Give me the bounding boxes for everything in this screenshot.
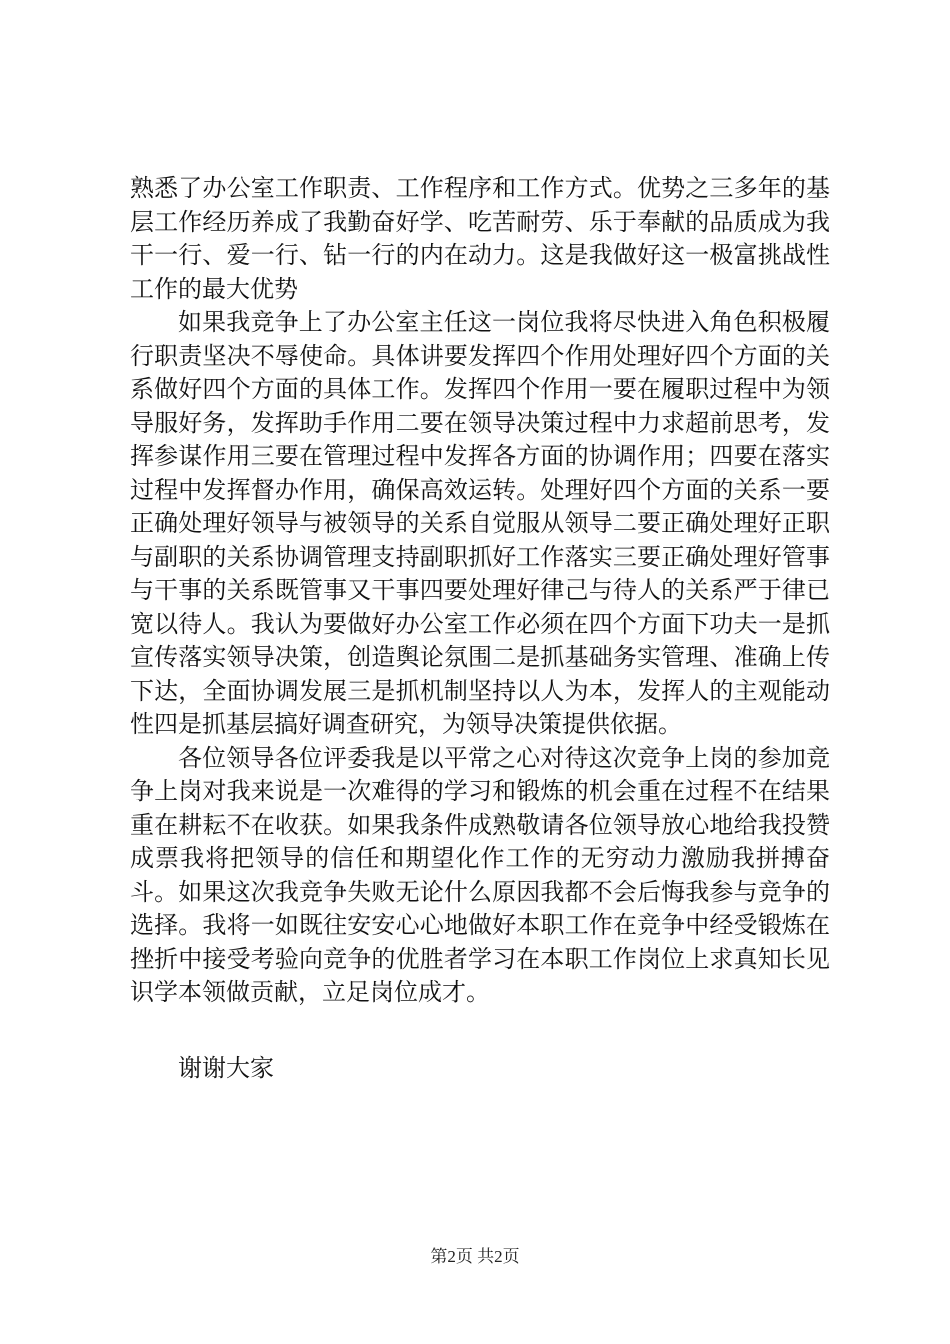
paragraph-1: 熟悉了办公室工作职责、工作程序和工作方式。优势之三多年的基层工作经历养成了我勤奋好学、吃苦耐劳、乐于奉献的品质成为我干一行、爱一行、钻一行的内在动力。这是我做好这一极富挑战性工作的最大优势 — [130, 174, 830, 303]
page-footer: 第2页 共2页 — [430, 1247, 520, 1266]
paragraph-2: 如果我竞争上了办公室主任这一岗位我将尽快进入角色积极履行职责坚决不辱使命。具体讲要发挥四个作用处理好四个方面的关系做好四个方面的具体工作。发挥四个作用一要在履职过程中为领导服好务，发挥助手作用二要在领导决策过程中力求超前思考，发挥参谋作用三要在管理过程中发挥各方面的协调作用；四要在落实过程中发挥督办作用，确保高效运转。处理好四个方面的关系一要正确处理好领导与被领导的关系自觉服从领导二要正确处理好正职与副职的关系协调管理支持副职抓好工作落实三要正确处理好管事与干事的关系既管事又干事四要处理好律己与待人的关系严于律已宽以待人。我认为要做好办公室工作必须在四个方面下功夫一是抓宣传落实领导决策，创造舆论氛围二是抓基础务实管理、准确上传下达，全面协调发展三是抓机制坚持以人为本，发挥人的主观能动性四是抓基层搞好调查研究，为领导决策提供依据。 — [130, 308, 830, 738]
paragraph-3: 各位领导各位评委我是以平常之心对待这次竞争上岗的参加竞争上岗对我来说是一次难得的学习和锻炼的机会重在过程不在结果重在耕耘不在收获。如果我条件成熟敬请各位领导放心地给我投赞成票我将把领导的信任和期望化作工作的无穷动力激励我拼搏奋斗。如果这次我竞争失败无论什么原因我都不会后悔我参与竞争的选择。我将一如既往安安心心地做好本职工作在竞争中经受锻炼在挫折中接受考验向竞争的优胜者学习在本职工作岗位上求真知长见识学本领做贡献，立足岗位成才。 — [130, 743, 830, 1006]
closing-text: 谢谢大家 — [178, 1054, 274, 1082]
document-body — [130, 172, 830, 1010]
